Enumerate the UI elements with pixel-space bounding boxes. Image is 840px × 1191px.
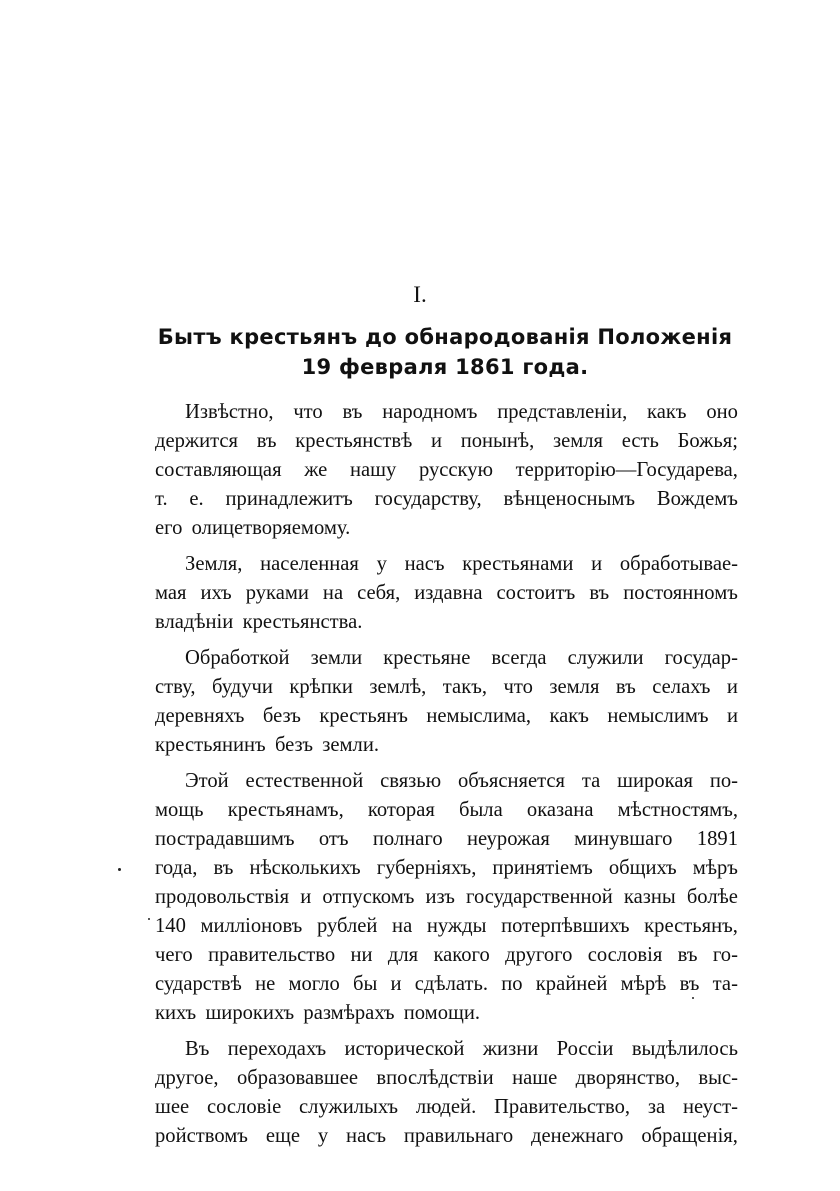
text-line: крестьянинъ безъ земли. <box>155 734 379 756</box>
text-line: мая ихъ руками на себя, издавна состоитъ въ постоянномъ <box>155 582 738 604</box>
text-line: чего правительство ни для какого другого сословія въ го- <box>155 944 738 966</box>
scan-speck <box>118 868 121 871</box>
text-line: сударствѣ не могло бы и сдѣлать. по крайней мѣрѣ въ та- <box>155 973 738 995</box>
text-line: Этой естественной связью объясняется та широкая по- <box>185 770 738 792</box>
text-line: кихъ широкихъ размѣрахъ помощи. <box>155 1002 481 1024</box>
text-line: Земля, населенная у насъ крестьянами и обработывае- <box>185 553 738 575</box>
text-line: держится въ крестьянствѣ и понынѣ, земля есть Божья; <box>155 430 738 452</box>
text-line: пострадавшимъ отъ полнаго неурожая минувшаго 1891 <box>155 828 738 850</box>
text-line: владѣніи крестьянства. <box>155 611 363 633</box>
text-line: другое, образовавшее впослѣдствіи наше дворянство, выс- <box>155 1067 738 1089</box>
text-line: т. е. принадлежитъ государству, вѣнценоснымъ Вождемъ <box>155 488 738 510</box>
text-line: Извѣстно, что въ народномъ представленіи, какъ оно <box>185 401 738 423</box>
text-line: мощь крестьянамъ, которая была оказана мѣстностямъ, <box>155 799 738 821</box>
text-line: составляющая же нашу русскую территорію—Государева, <box>155 459 738 481</box>
text-line: Обработкой земли крестьяне всегда служили государ- <box>185 647 738 669</box>
paragraph-gap <box>155 760 738 767</box>
text-line: ству, будучи крѣпки землѣ, такъ, что земля въ селахъ и <box>155 676 738 698</box>
text-line: ройствомъ еще у насъ правильнаго денежнаго обращенія, <box>155 1125 738 1147</box>
text-line: 140 милліоновъ рублей на нужды потерпѣвшихъ крестьянъ, <box>155 915 738 937</box>
text-line: шее сословіе служилыхъ людей. Правительство, за неуст- <box>155 1096 738 1118</box>
paragraph-gap <box>155 1028 738 1035</box>
body-text <box>155 398 738 1151</box>
chapter-number: I. <box>413 282 427 307</box>
text-line: его олицетворяемому. <box>155 517 351 539</box>
scan-speck <box>692 997 694 999</box>
text-line: деревняхъ безъ крестьянъ немыслима, какъ немыслимъ и <box>155 705 738 727</box>
text-line: продовольствія и отпускомъ изъ государственной казны болѣе <box>155 886 738 908</box>
chapter-title-line-2: 19 февраля 1861 года. <box>301 355 589 379</box>
paragraph-gap <box>155 637 738 644</box>
text-line: Въ переходахъ исторической жизни Россіи выдѣлилось <box>185 1038 738 1060</box>
text-line: года, въ нѣсколькихъ губерніяхъ, принятіемъ общихъ мѣръ <box>155 857 738 879</box>
paragraph-gap <box>155 543 738 550</box>
scan-speck <box>148 918 150 920</box>
chapter-title-line-1: Бытъ крестьянъ до обнародованія Положенія <box>157 325 733 349</box>
